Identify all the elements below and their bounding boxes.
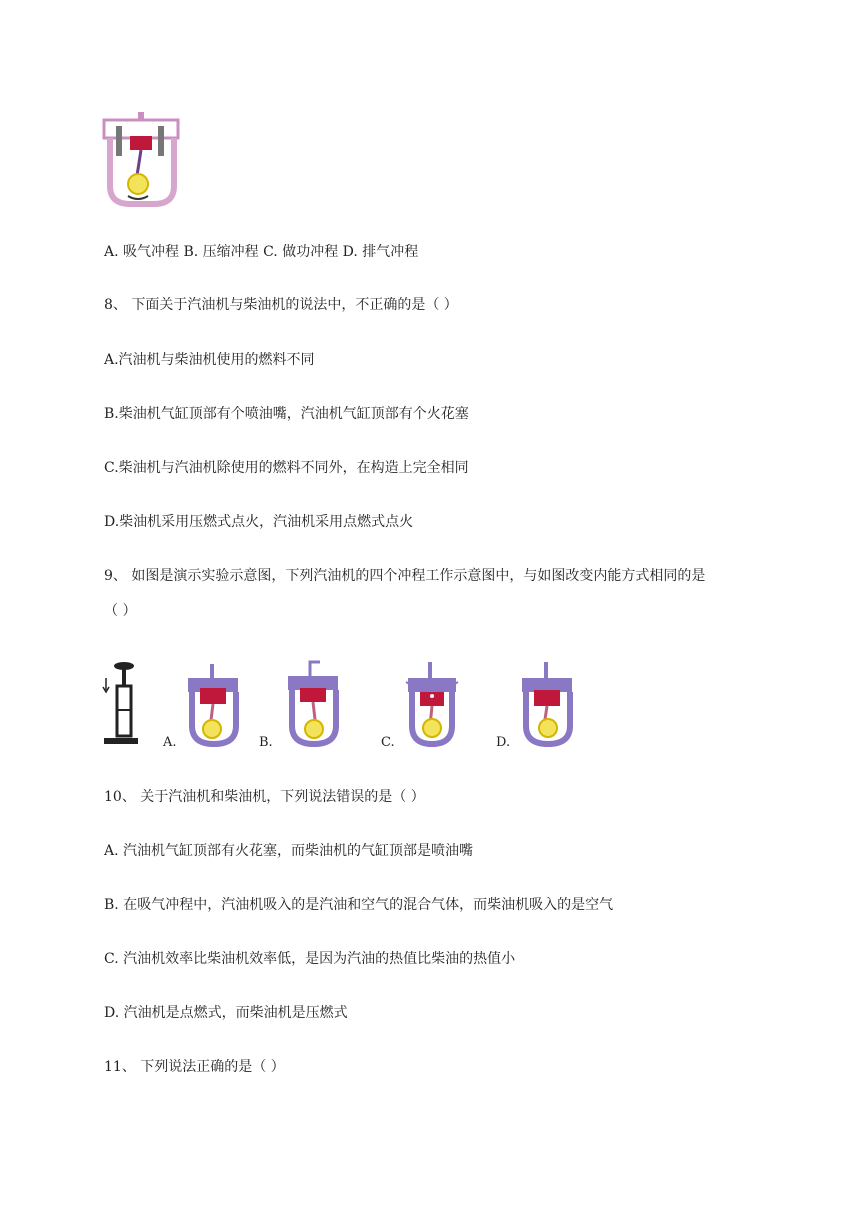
q8-option-a: A.汽油机与柴油机使用的燃料不同 bbox=[104, 352, 315, 368]
q10-option-a: A. 汽油机气缸顶部有火花塞，而柴油机的气缸顶部是喷油嘴 bbox=[104, 843, 474, 859]
q9-engine-figure-a bbox=[186, 662, 242, 748]
q9-label-a: A. bbox=[163, 735, 177, 750]
q8-option-b: B.柴油机气缸顶部有个喷油嘴，汽油机气缸顶部有个火花塞 bbox=[104, 406, 469, 422]
q10-option-c: C. 汽油机效率比柴油机效率低，是因为汽油的热值比柴油的热值小 bbox=[104, 951, 516, 967]
q9-stem-line2: （ ） bbox=[104, 603, 137, 619]
q10-option-b: B. 在吸气冲程中，汽油机吸入的是汽油和空气的混合气体，而柴油机吸入的是空气 bbox=[104, 897, 614, 913]
q9-label-c: C. bbox=[381, 735, 395, 750]
q8-option-d: D.柴油机采用压燃式点火，汽油机采用点燃式点火 bbox=[104, 514, 414, 530]
q8-stem: 8、 下面关于汽油机与柴油机的说法中，不正确的是（ ） bbox=[104, 297, 458, 313]
q11-stem: 11、 下列说法正确的是（ ） bbox=[104, 1059, 285, 1075]
q9-stem-line1: 9、 如图是演示实验示意图，下列汽油机的四个冲程工作示意图中，与如图改变内能方式相同的是 bbox=[104, 568, 706, 584]
q9-engine-figure-b bbox=[286, 658, 342, 748]
q9-engine-figure-c bbox=[404, 660, 460, 748]
q9-label-d: D. bbox=[496, 735, 511, 750]
q10-stem: 10、 关于汽油机和柴油机，下列说法错误的是（ ） bbox=[104, 789, 425, 805]
q8-option-c: C.柴油机与汽油机除使用的燃料不同外，在构造上完全相同 bbox=[104, 460, 469, 476]
q7-options: A. 吸气冲程 B. 压缩冲程 C. 做功冲程 D. 排气冲程 bbox=[104, 244, 419, 260]
q9-demo-apparatus-figure bbox=[100, 660, 140, 750]
q9-label-b: B. bbox=[259, 735, 273, 750]
q10-option-d: D. 汽油机是点燃式，而柴油机是压燃式 bbox=[104, 1005, 348, 1021]
q9-engine-figure-d bbox=[520, 660, 576, 748]
q7-engine-figure bbox=[102, 112, 182, 208]
